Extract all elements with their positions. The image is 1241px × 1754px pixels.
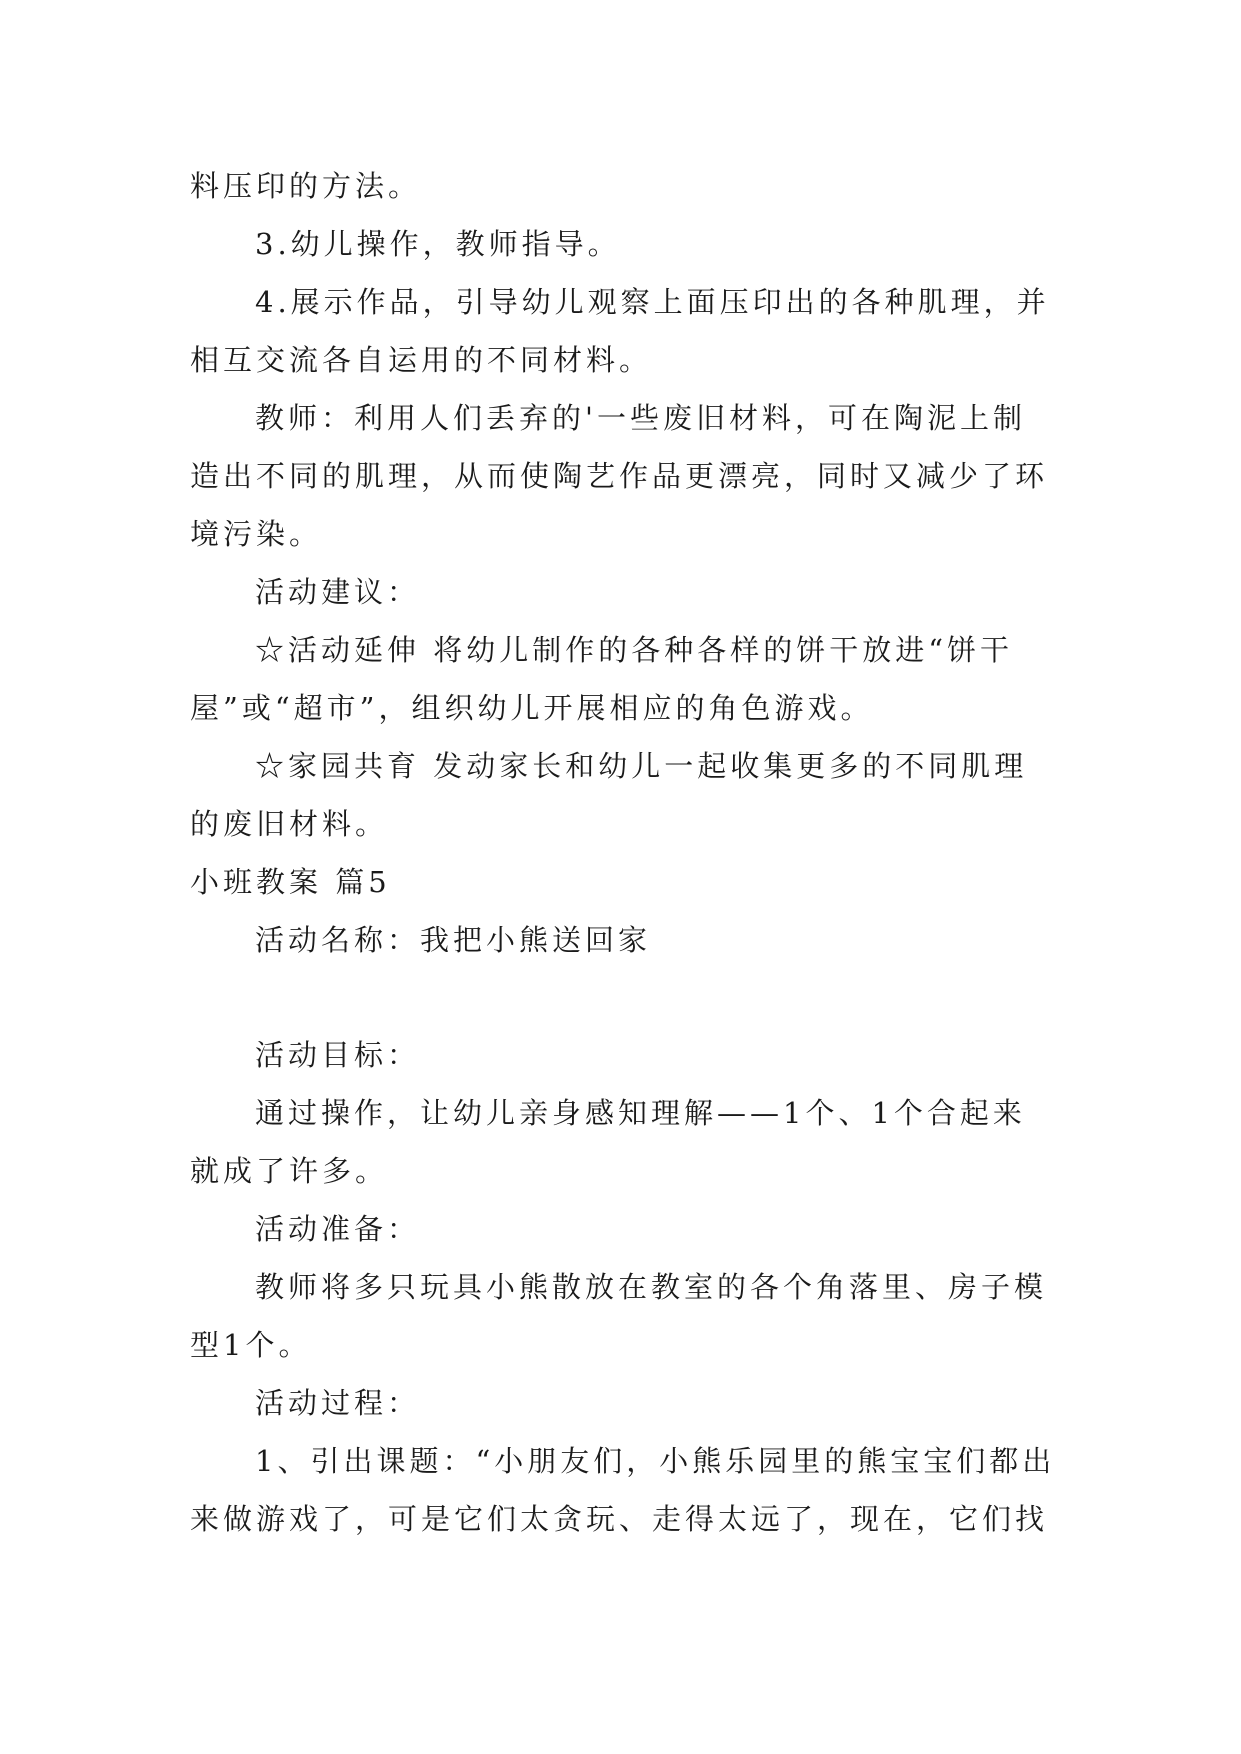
text-line: 活动目标：	[255, 1038, 421, 1072]
text-line: 就成了许多。	[190, 1154, 389, 1188]
text-line: 活动名称：我把小熊送回家	[255, 923, 652, 957]
text-line: 料压印的方法。	[190, 169, 422, 203]
text-line: 活动建议：	[255, 575, 421, 609]
text-line: 通过操作，让幼儿亲身感知理解——1个、1个合起来	[255, 1096, 1026, 1130]
text-line: 来做游戏了，可是它们太贪玩、走得太远了，现在，它们找	[190, 1502, 1049, 1536]
text-line: 3.幼儿操作，教师指导。	[255, 227, 621, 261]
text-line: 的废旧材料。	[190, 807, 389, 841]
text-line: ☆家园共育 发动家长和幼儿一起收集更多的不同肌理	[255, 749, 1028, 783]
text-line: 教师：利用人们丢弃的'一些废旧材料，可在陶泥上制	[255, 401, 1026, 435]
text-line: 境污染。	[190, 517, 323, 551]
text-line: 屋”或“超市”，组织幼儿开展相应的角色游戏。	[190, 691, 874, 725]
text-line: 教师将多只玩具小熊散放在教室的各个角落里、房子模	[255, 1270, 1048, 1304]
text-line: 1、引出课题：“小朋友们，小熊乐园里的熊宝宝们都出	[255, 1444, 1056, 1478]
text-line: 造出不同的肌理，从而使陶艺作品更漂亮，同时又减少了环	[190, 459, 1049, 493]
text-line: ☆活动延伸 将幼儿制作的各种各样的饼干放进“饼干	[255, 633, 1014, 667]
text-line: 相互交流各自运用的不同材料。	[190, 343, 653, 377]
section-heading: 小班教案 篇5	[190, 865, 391, 899]
text-line: 型1个。	[190, 1328, 312, 1362]
text-line: 活动准备：	[255, 1212, 421, 1246]
text-line: 4.展示作品，引导幼儿观察上面压印出的各种肌理，并	[255, 285, 1050, 319]
text-line: 活动过程：	[255, 1386, 421, 1420]
